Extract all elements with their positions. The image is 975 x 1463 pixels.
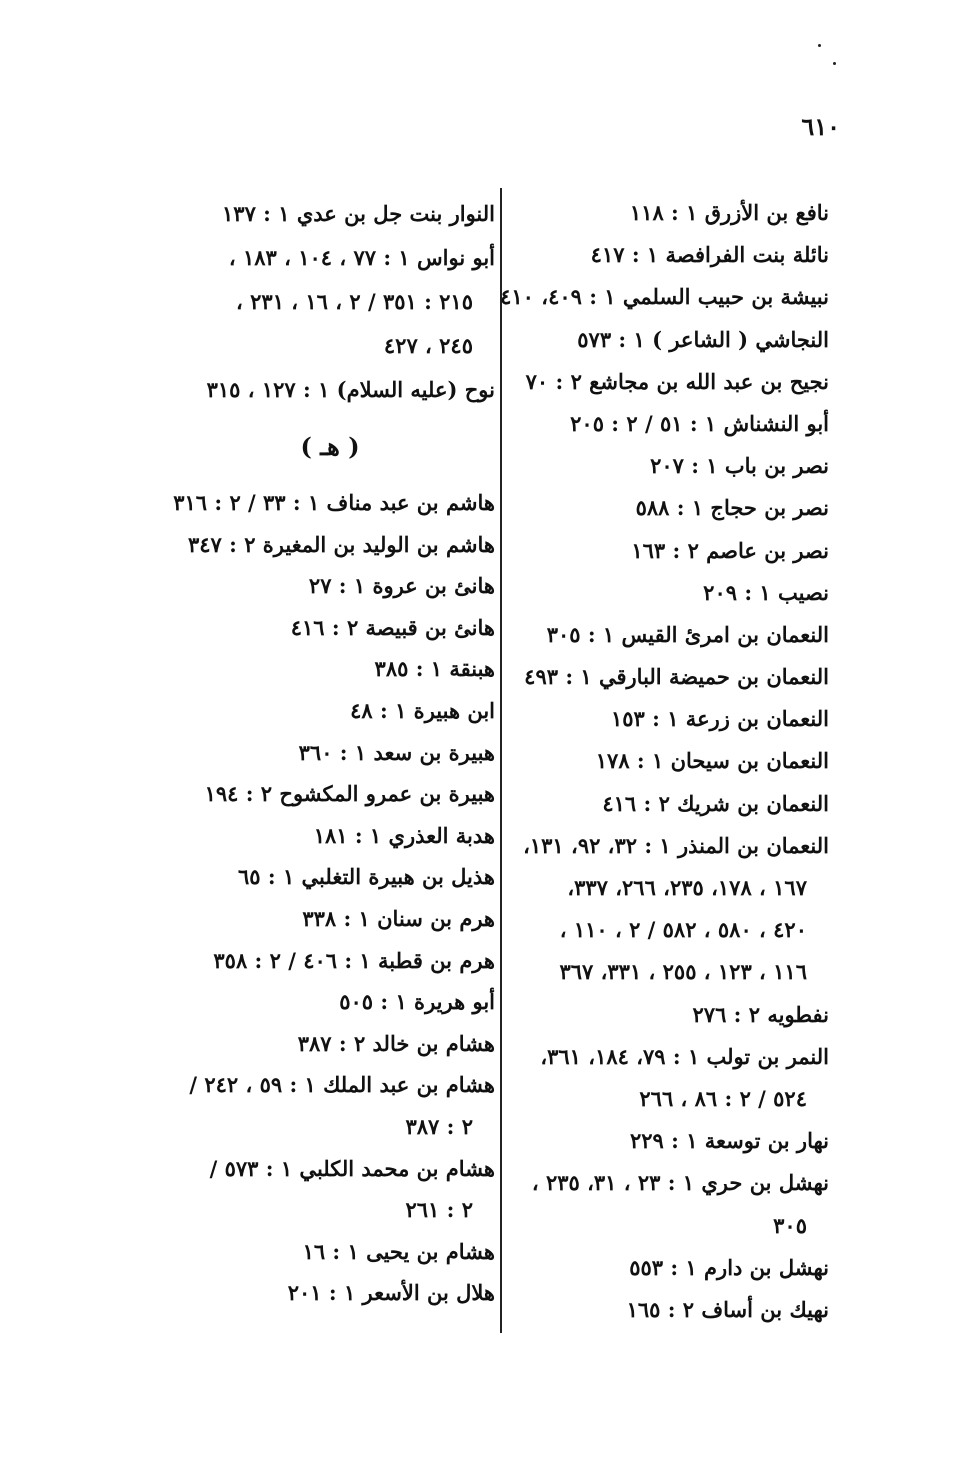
page-speck xyxy=(833,62,836,65)
index-entry: نجيح بن عبد الله بن مجاشع ٢ : ٧٠ xyxy=(525,368,829,394)
index-entry: النوار بنت جل بن عدي ١ : ١٣٧ xyxy=(222,201,495,226)
index-entry: هرم بن قطبة ١ : ٤٠٦ / ٢ : ٣٥٨ xyxy=(213,947,495,973)
page-speck xyxy=(818,44,821,47)
index-entry: النعمان بن المنذر ١ : ٣٢، ٩٢، ١٣١، xyxy=(523,832,829,858)
index-entry: النعمان بن امرئ القيس ١ : ٣٠٥ xyxy=(546,621,829,647)
index-entry: هبيرة بن عمرو المكشوح ٢ : ١٩٤ xyxy=(204,781,495,807)
index-entry: هرم بن سنان ١ : ٣٣٨ xyxy=(302,905,495,931)
index-entry: ٢١٥ : ٣٥١ / ٢ ، ١٦ ، ٢٣١ ، xyxy=(236,289,473,314)
index-entry: هبيرة بن سعد ١ : ٣٦٠ xyxy=(298,739,495,765)
index-entry: نصر بن باب ١ : ٢٠٧ xyxy=(650,453,829,479)
index-entry: النعمان بن حميضة البارقي ١ : ٤٩٣ xyxy=(524,664,829,690)
index-entry: ٤٢٠ ، ٥٨٠ ، ٥٨٢ / ٢ ، ١١٠ ، xyxy=(559,917,807,943)
index-entry: نصر بن حجاج ١ : ٥٨٨ xyxy=(635,495,829,521)
index-entry: هانئ بن قبيصة ٢ : ٤١٦ xyxy=(290,614,495,640)
column-divider xyxy=(500,188,502,1333)
index-entry: هشام بن عبد الملك ١ : ٥٩ ، ٢٤٢ / xyxy=(189,1072,495,1098)
index-entry: هشام بن محمد الكلبي ١ : ٥٧٣ / xyxy=(209,1155,495,1181)
index-entry: ٢٤٥ ، ٤٢٧ xyxy=(383,333,473,358)
index-entry: النعمان بن شريك ٢ : ٤١٦ xyxy=(602,790,829,816)
index-entry: نهار بن توسعة ١ : ٢٢٩ xyxy=(629,1128,829,1154)
index-entry: هبنقة ١ : ٣٨٥ xyxy=(374,656,495,682)
index-entry: نصيب ١ : ٢٠٩ xyxy=(703,579,829,605)
index-column-left xyxy=(165,192,495,1314)
index-entry: ٢ : ٣٨٧ xyxy=(405,1113,473,1139)
section-heading: ( هـ ) xyxy=(300,432,360,461)
index-entry: ١٦٧ ، ١٧٨، ٢٣٥، ٢٦٦، ٣٣٧، xyxy=(567,875,807,900)
index-entry: هانئ بن عروة ١ : ٢٧ xyxy=(308,573,495,599)
index-entry: نهشل بن دارم ١ : ٥٥٣ xyxy=(629,1254,829,1280)
index-entry: النجاشي ( الشاعر ) ١ : ٥٧٣ xyxy=(577,326,829,352)
index-entry: أبو هريرة ١ : ٥٠٥ xyxy=(339,989,495,1015)
index-entry: نهشل بن حري ١ : ٢٣ ، ٣١، ٢٣٥ ، xyxy=(531,1170,829,1196)
index-entry: النعمان بن سيحان ١ : ١٧٨ xyxy=(595,748,829,774)
index-entry: ٥٢٤ / ٢ : ٨٦ ، ٢٦٦ xyxy=(639,1085,807,1111)
index-entry: النمر بن تولب ١ : ٧٩، ١٨٤، ٣٦١، xyxy=(540,1043,829,1069)
index-entry: ١١٦ ، ١٢٣ ، ٢٥٥ ، ٣٣١، ٣٦٧ xyxy=(559,959,807,985)
index-entry: هاشم بن الوليد بن المغيرة ٢ : ٣٤٧ xyxy=(187,531,495,557)
index-entry: أبو النشناش ١ : ٥١ / ٢ : ٢٠٥ xyxy=(570,410,829,436)
index-entry: ٢ : ٢٦١ xyxy=(405,1197,473,1223)
index-entry: ابن هبيرة ١ : ٤٨ xyxy=(350,697,495,723)
index-entry: هشام بن يحيى ١ : ١٦ xyxy=(302,1238,495,1264)
index-entry: هدبة العذري ١ : ١٨١ xyxy=(313,822,495,848)
index-entry: نهيك بن أساف ٢ : ١٦٥ xyxy=(626,1296,829,1322)
index-entry: النعمان بن زرعة ١ : ١٥٣ xyxy=(611,706,829,732)
index-entry: هلال بن الأسعر ١ : ٢٠١ xyxy=(287,1280,495,1306)
index-entry: هاشم بن عبد مناف ١ : ٣٣ / ٢ : ٣١٦ xyxy=(173,490,495,515)
index-entry: ٣٠٥ xyxy=(773,1212,807,1238)
index-entry: نائلة بنت الفرافصة ١ : ٤١٧ xyxy=(590,242,829,268)
page-number: ٦١٠ xyxy=(801,112,840,141)
index-entry: نافع بن الأزرق ١ : ١١٨ xyxy=(629,200,829,225)
index-entry: هشام بن خالد ٢ : ٣٨٧ xyxy=(297,1030,495,1056)
index-entry: هذيل بن هبيرة التغلبي ١ : ٦٥ xyxy=(238,864,495,890)
index-entry: نفطويه ٢ : ٢٧٦ xyxy=(692,1001,829,1027)
index-entry: نصر بن عاصم ٢ : ١٦٣ xyxy=(631,537,829,563)
index-column-right xyxy=(500,192,829,1331)
index-entry: نبيشة بن حبيب السلمي ١ : ٤٠٩، ٤١٠ xyxy=(500,284,829,310)
index-entry: أبو نواس ١ : ٧٧ ، ١٠٤ ، ١٨٣ ، xyxy=(228,245,495,270)
index-entry: نوح (عليه السلام) ١ : ١٢٧ ، ٣١٥ xyxy=(206,377,495,402)
